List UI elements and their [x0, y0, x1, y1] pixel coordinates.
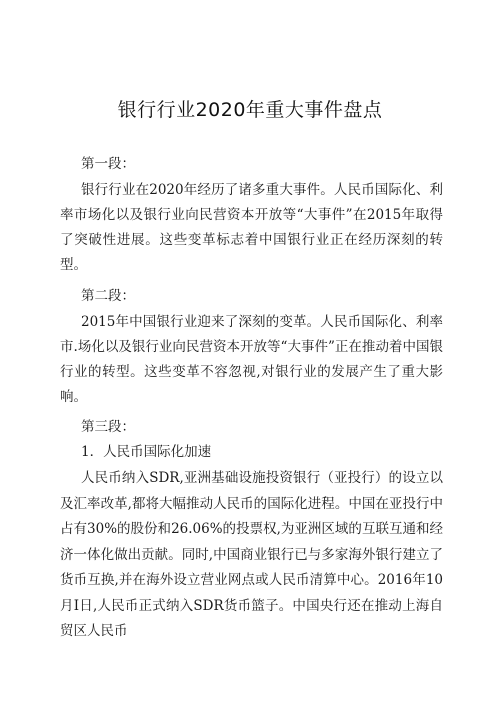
section-2-paragraph: 2015年中国银行业迎来了深刻的变革。人民币国际化、利率市.场化以及银行业向民营资本开放等“大事件”正在推动着中国银行业的转型。这些变革不容忽视,对银行业的发展产生了重大影响。	[60, 314, 443, 405]
section-3-paragraph: 人民币纳入SDR,亚洲基础设施投资银行（亚投行）的设立以及汇率改革,都将大幅推动人民币的国际化进程。中国在亚投行中占有30%的股份和26.06%的投票权,为亚洲区域的互联互通和经济一体化做出贡献。同时,中国商业银行已与多家海外银行建立了货币互换,并在海外设立营业网点或人民币清算中心。2016年10月I日,人民币正式纳入SDR货币篮子。中国央行还在推动上海自贸区人民币	[60, 470, 443, 639]
section-3-subheading: 1．人民币国际化加速	[81, 444, 212, 460]
section-3-heading: 第三段：	[81, 419, 135, 435]
document-title: 银行行业2020年重大事件盘点	[117, 99, 383, 121]
section-2-heading: 第二段：	[81, 288, 135, 304]
section-1-heading: 第一段：	[81, 156, 135, 172]
section-1-paragraph: 银行行业在2020年经历了诸多重大事件。人民币国际化、利率市场化以及银行业向民营资本开放等“大事件”在2015年取得了突破性进展。这些变革标志着中国银行业正在经历深刻的转型。	[60, 182, 443, 273]
